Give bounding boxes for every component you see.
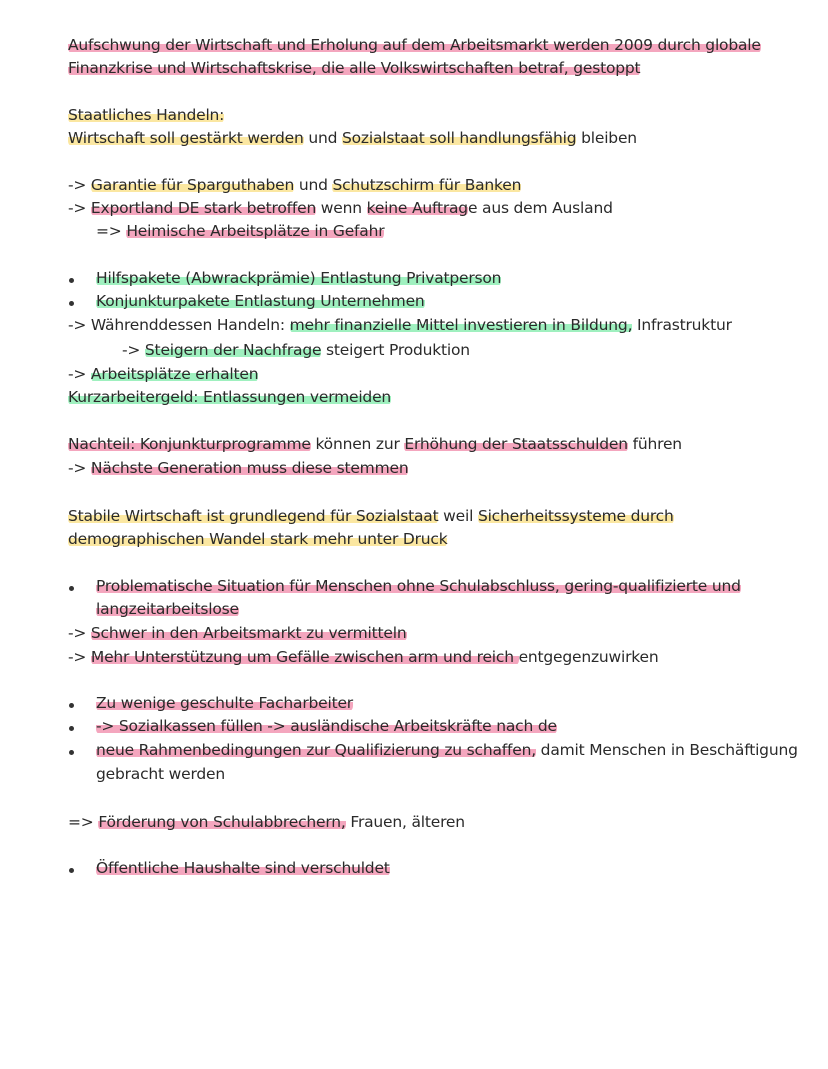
bullet-dot [69, 750, 74, 755]
state-action-heading: Staatliches Handeln: [68, 106, 225, 124]
framework-line-2: gebracht werden [96, 765, 225, 783]
keep-jobs-line: -> Arbeitsplätze erhalten [68, 365, 259, 383]
public-budgets-line: Öffentliche Haushalte sind verschuldet [96, 859, 390, 877]
problem-situation-line-2: langzeitarbeitslose [96, 600, 239, 618]
stimulus-packages-line: Konjunkturpakete Entlastung Unternehmen [96, 292, 425, 310]
guarantee-line: -> Garantie für Sparguthaben und Schutzschirm für Banken [68, 176, 522, 194]
state-action-line: Wirtschaft soll gestärkt werden und Sozialstaat soll handlungsfähig bleiben [68, 129, 637, 147]
skilled-workers-line: Zu wenige geschulte Facharbeiter [96, 694, 353, 712]
stable-economy-line: Stabile Wirtschaft ist grundlegend für Sozialstaat weil Sicherheitssysteme durch [68, 507, 674, 525]
aid-packages-line: Hilfspakete (Abwrackprämie) Entlastung Privatperson [96, 269, 502, 287]
hard-to-place-line: -> Schwer in den Arbeitsmarkt zu vermitteln [68, 624, 407, 642]
bullet-dot [69, 726, 74, 731]
meanwhile-line: -> Währenddessen Handeln: mehr finanzielle Mittel investieren in Bildung, Infrastruktur [68, 316, 732, 334]
framework-line-1: neue Rahmenbedingungen zur Qualifizierung zu schaffen, damit Menschen in Beschäftigung [96, 741, 798, 759]
demographic-line: demographischen Wandel stark mehr unter Druck [68, 530, 448, 548]
bullet-dot [69, 586, 74, 591]
intro-line-1: Aufschwung der Wirtschaft und Erholung auf dem Arbeitsmarkt werden 2009 durch globale [68, 36, 761, 54]
promotion-line: => Förderung von Schulabbrechern, Frauen, älteren [68, 813, 465, 831]
demand-line: -> Steigern der Nachfrage steigert Produktion [122, 341, 470, 359]
disadvantage-line: Nachteil: Konjunkturprogramme können zur Erhöhung der Staatsschulden führen [68, 435, 682, 453]
bullet-dot [69, 278, 74, 283]
jobs-danger-line: => Heimische Arbeitsplätze in Gefahr [96, 222, 385, 240]
next-generation-line: -> Nächste Generation muss diese stemmen [68, 459, 409, 477]
social-funds-line: -> Sozialkassen füllen -> ausländische Arbeitskräfte nach de [96, 717, 557, 735]
more-support-line: -> Mehr Unterstützung um Gefälle zwischen arm und reich entgegenzuwirken [68, 648, 659, 666]
bullet-dot [69, 703, 74, 708]
intro-line-2: Finanzkrise und Wirtschaftskrise, die alle Volkswirtschaften betraf, gestoppt [68, 59, 641, 77]
export-line: -> Exportland DE stark betroffen wenn keine Auftrage aus dem Ausland [68, 199, 613, 217]
bullet-dot [69, 301, 74, 306]
bullet-dot [69, 868, 74, 873]
problem-situation-line-1: Problematische Situation für Menschen ohne Schulabschluss, gering-qualifizierte und [96, 577, 741, 595]
short-time-work-line: Kurzarbeitergeld: Entlassungen vermeiden [68, 388, 392, 406]
